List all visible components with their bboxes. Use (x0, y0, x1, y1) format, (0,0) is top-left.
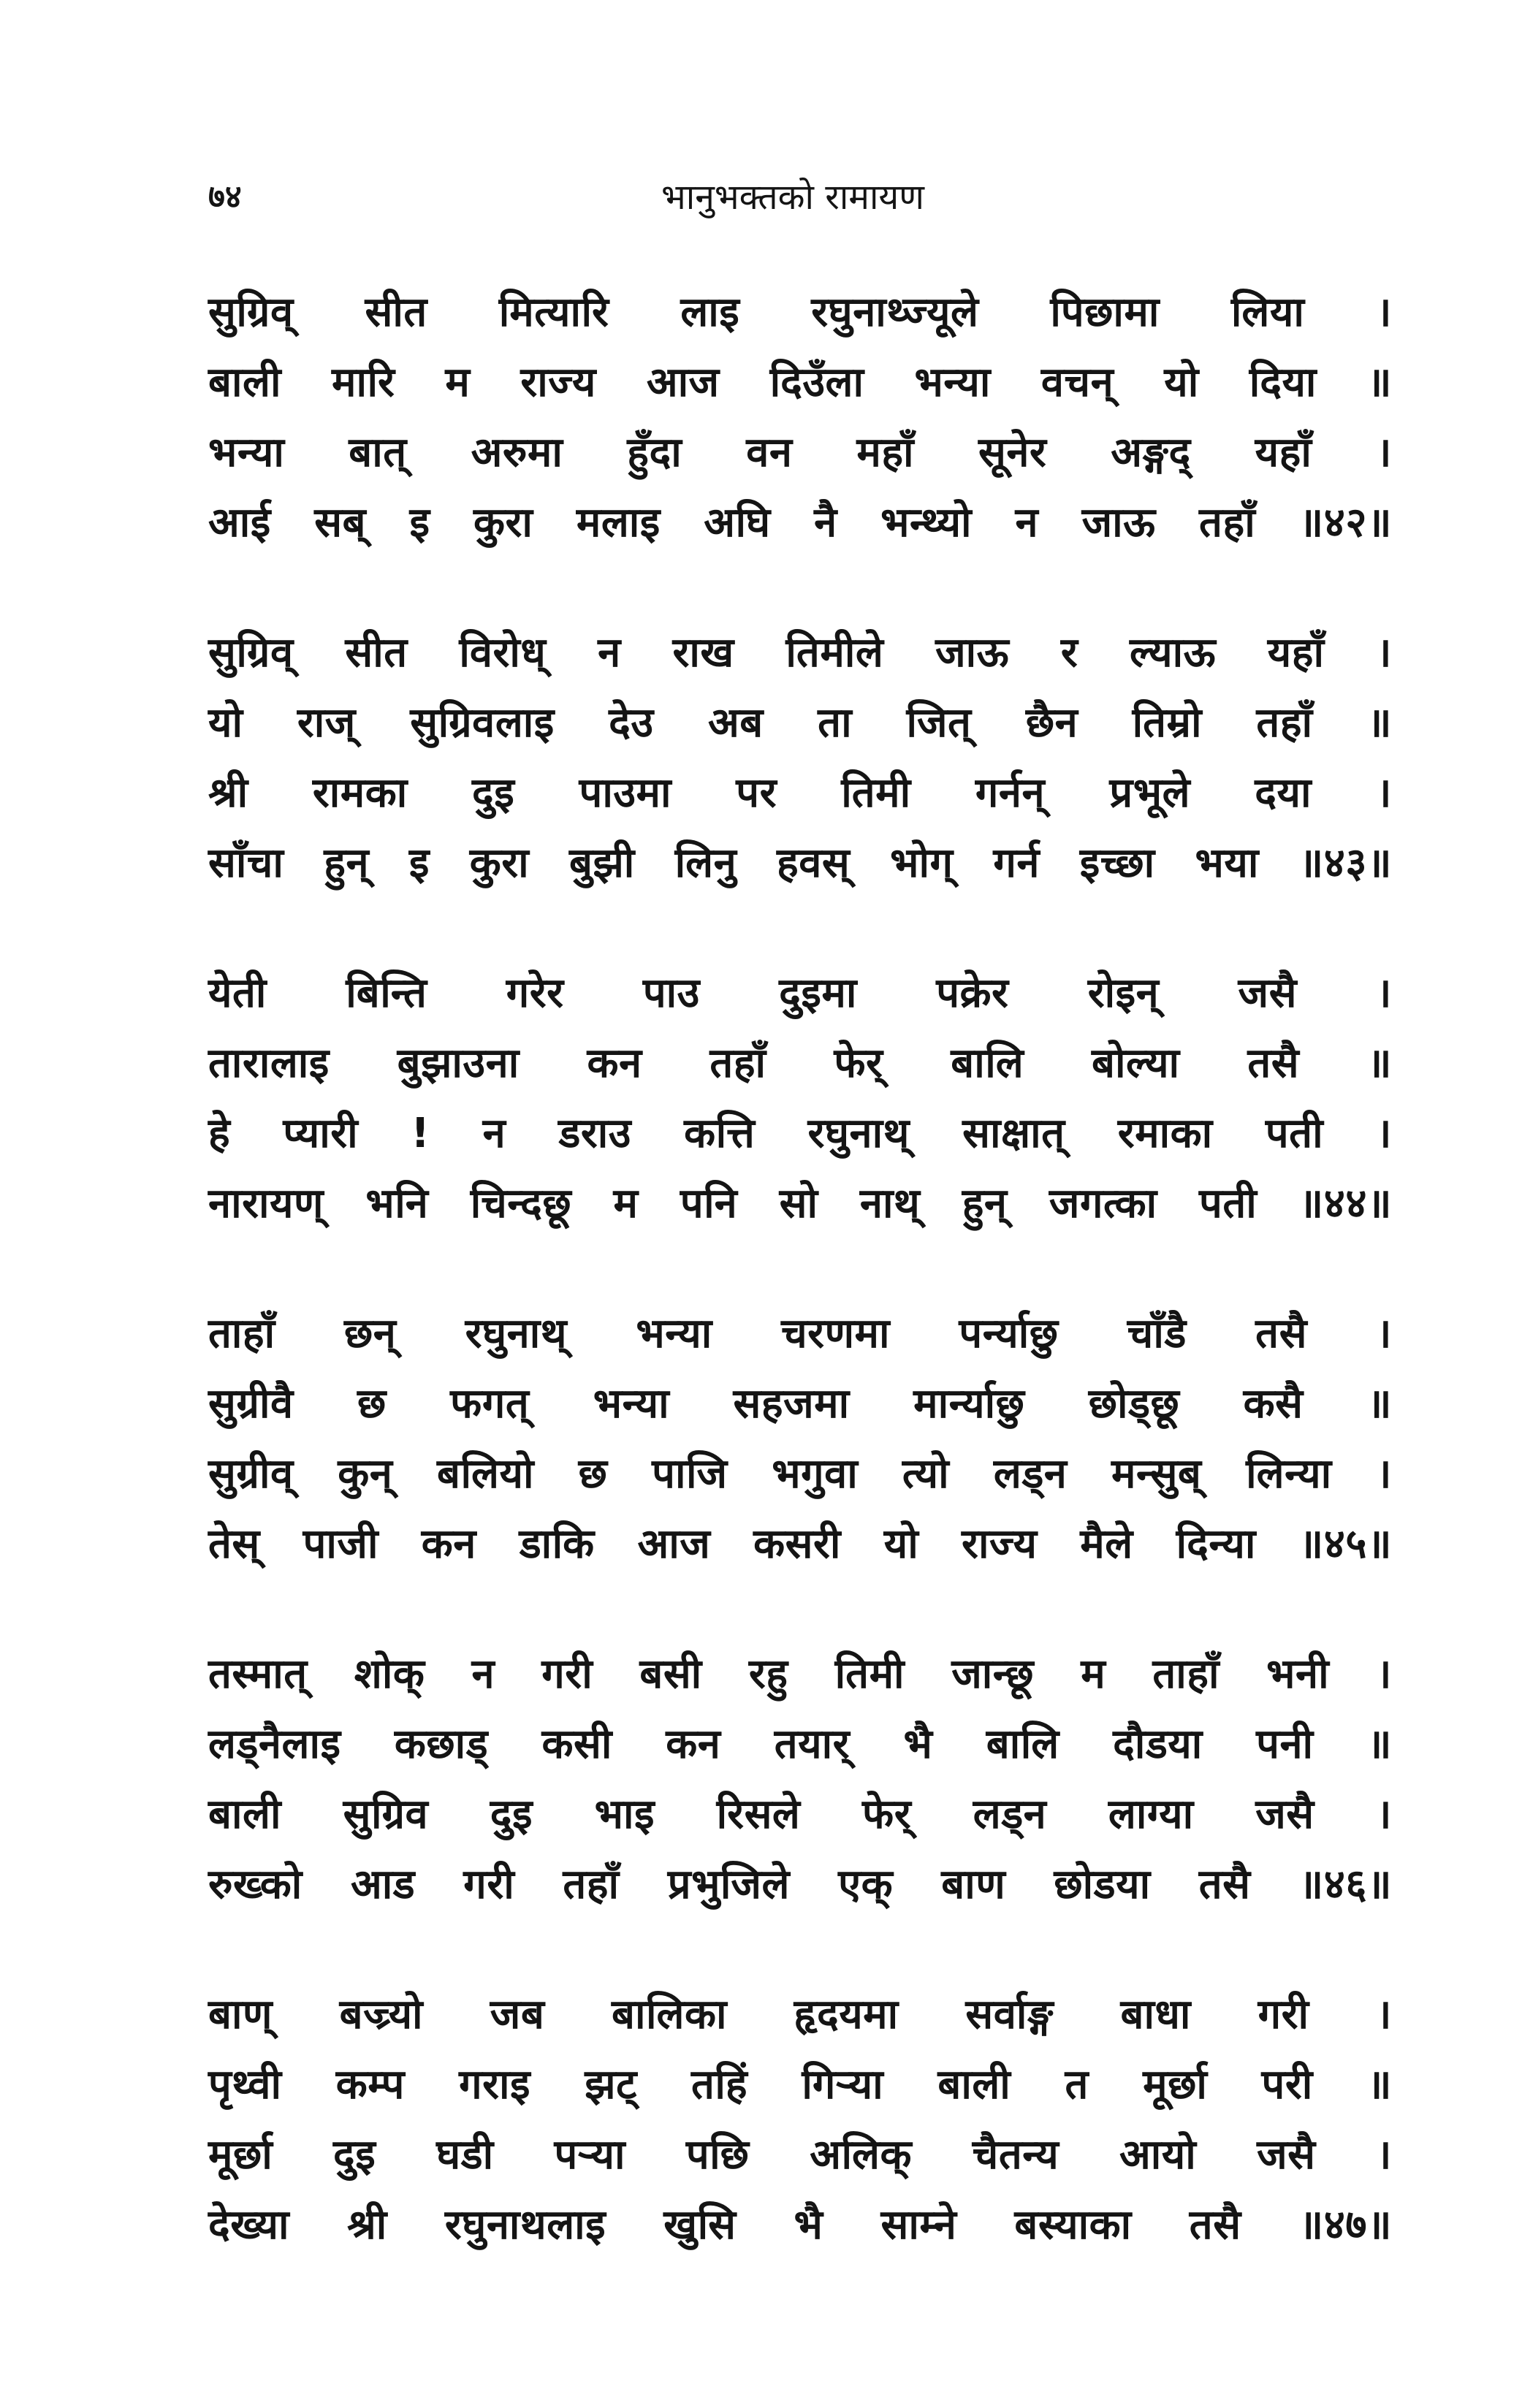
verse-line: पृथ्वी कम्प गराइ झट् तहिं गिऱ्या बाली त मूर्छा परी ॥ (208, 2061, 1392, 2108)
verse-44 (208, 959, 1392, 1239)
verse-line: सुग्रिव् सीत मित्यारि लाइ रघुनाथ्ज्यूले पिछामा लिया । (208, 289, 1392, 336)
verse-43 (208, 618, 1392, 899)
verse-line: आई सब् इ कुरा मलाइ अघि नै भन्थ्यो न जाऊ तहाँ ॥४२॥ (208, 499, 1392, 546)
verse-line: हे प्यारी ! न डराउ कत्ति रघुनाथ् साक्षात् रमाका पती । (208, 1110, 1392, 1157)
verse-line: भन्या बात् अरुमा हुँदा वन महाँ सूनेर अङ्गद् यहाँ । (208, 429, 1392, 476)
verse-line: बाली मारि म राज्य आज दिउँला भन्या वचन् यो दिया ॥ (208, 359, 1392, 406)
verse-line: येती बिन्ति गरेर पाउ दुइमा पक्रेर रोइन् जसै । (208, 969, 1392, 1017)
page-number: ७४ (208, 178, 242, 216)
verse-block (208, 278, 1392, 2320)
verse-line: ताहाँ छन् रघुनाथ् भन्या चरणमा पर्न्याछु चाँडै तसै । (208, 1310, 1392, 1357)
verse-line: मूर्छा दुइ घडी पऱ्या पछि अलिक् चैतन्य आयो जसै । (208, 2131, 1392, 2179)
verse-line: यो राज् सुग्रिवलाइ देउ अब ता जित् छैन तिम्रो तहाँ ॥ (208, 699, 1392, 747)
verse-line: तस्मात् शोक् न गरी बसी रहु तिमी जान्छू म ताहाँ भनी । (208, 1650, 1392, 1698)
verse-46 (208, 1639, 1392, 1920)
running-title: भानुभक्तको रामायण (661, 177, 924, 218)
verse-line: देख्या श्री रघुनाथलाइ खुसि भै साम्ने बस्याका तसै ॥४७॥ (208, 2201, 1392, 2249)
verse-line: नारायण् भनि चिन्दछू म पनि सो नाथ् हुन् जगत्का पती ॥४४॥ (208, 1180, 1392, 1227)
verse-line: श्री रामका दुइ पाउमा पर तिमी गर्नन् प्रभूले दया । (208, 769, 1392, 817)
verse-line: साँचा हुन् इ कुरा बुझी लिनु हवस् भोग् गर्न इच्छा भया ॥४३॥ (208, 839, 1392, 887)
verse-line: तारालाइ बुझाउना कन तहाँ फेर् बालि बोल्या तसै ॥ (208, 1040, 1392, 1087)
verse-line: सुग्रीव् कुन् बलियो छ पाजि भगुवा त्यो लड्न मन्सुब् लिन्या । (208, 1450, 1392, 1498)
verse-42 (208, 278, 1392, 558)
verse-line: लड्नैलाइ कछाड् कसी कन तयार् भै बालि दौडया पनी ॥ (208, 1721, 1392, 1768)
verse-line: सुग्रीवै छ फगत् भन्या सहजमा मार्न्याछु छोड्छू कसै ॥ (208, 1380, 1392, 1428)
verse-line: बाली सुग्रिव दुइ भाइ रिसले फेर् लड्न लाग्या जसै । (208, 1791, 1392, 1838)
page-header (208, 164, 1377, 230)
verse-line: रुख्को आड गरी तहाँ प्रभुजिले एक् बाण छोडया तसै ॥४६॥ (208, 1861, 1392, 1908)
verse-line: तेस् पाजी कन डाकि आज कसरी यो राज्य मैले दिन्या ॥४५॥ (208, 1520, 1392, 1568)
verse-line: सुग्रिव् सीत विरोध् न राख तिमीले जाऊ र ल्याऊ यहाँ । (208, 629, 1392, 677)
verse-45 (208, 1299, 1392, 1580)
verse-line: बाण् बज्र्यो जब बालिका हृदयमा सर्वाङ्ग बाधा गरी । (208, 1991, 1392, 2038)
verse-47 (208, 1980, 1392, 2260)
